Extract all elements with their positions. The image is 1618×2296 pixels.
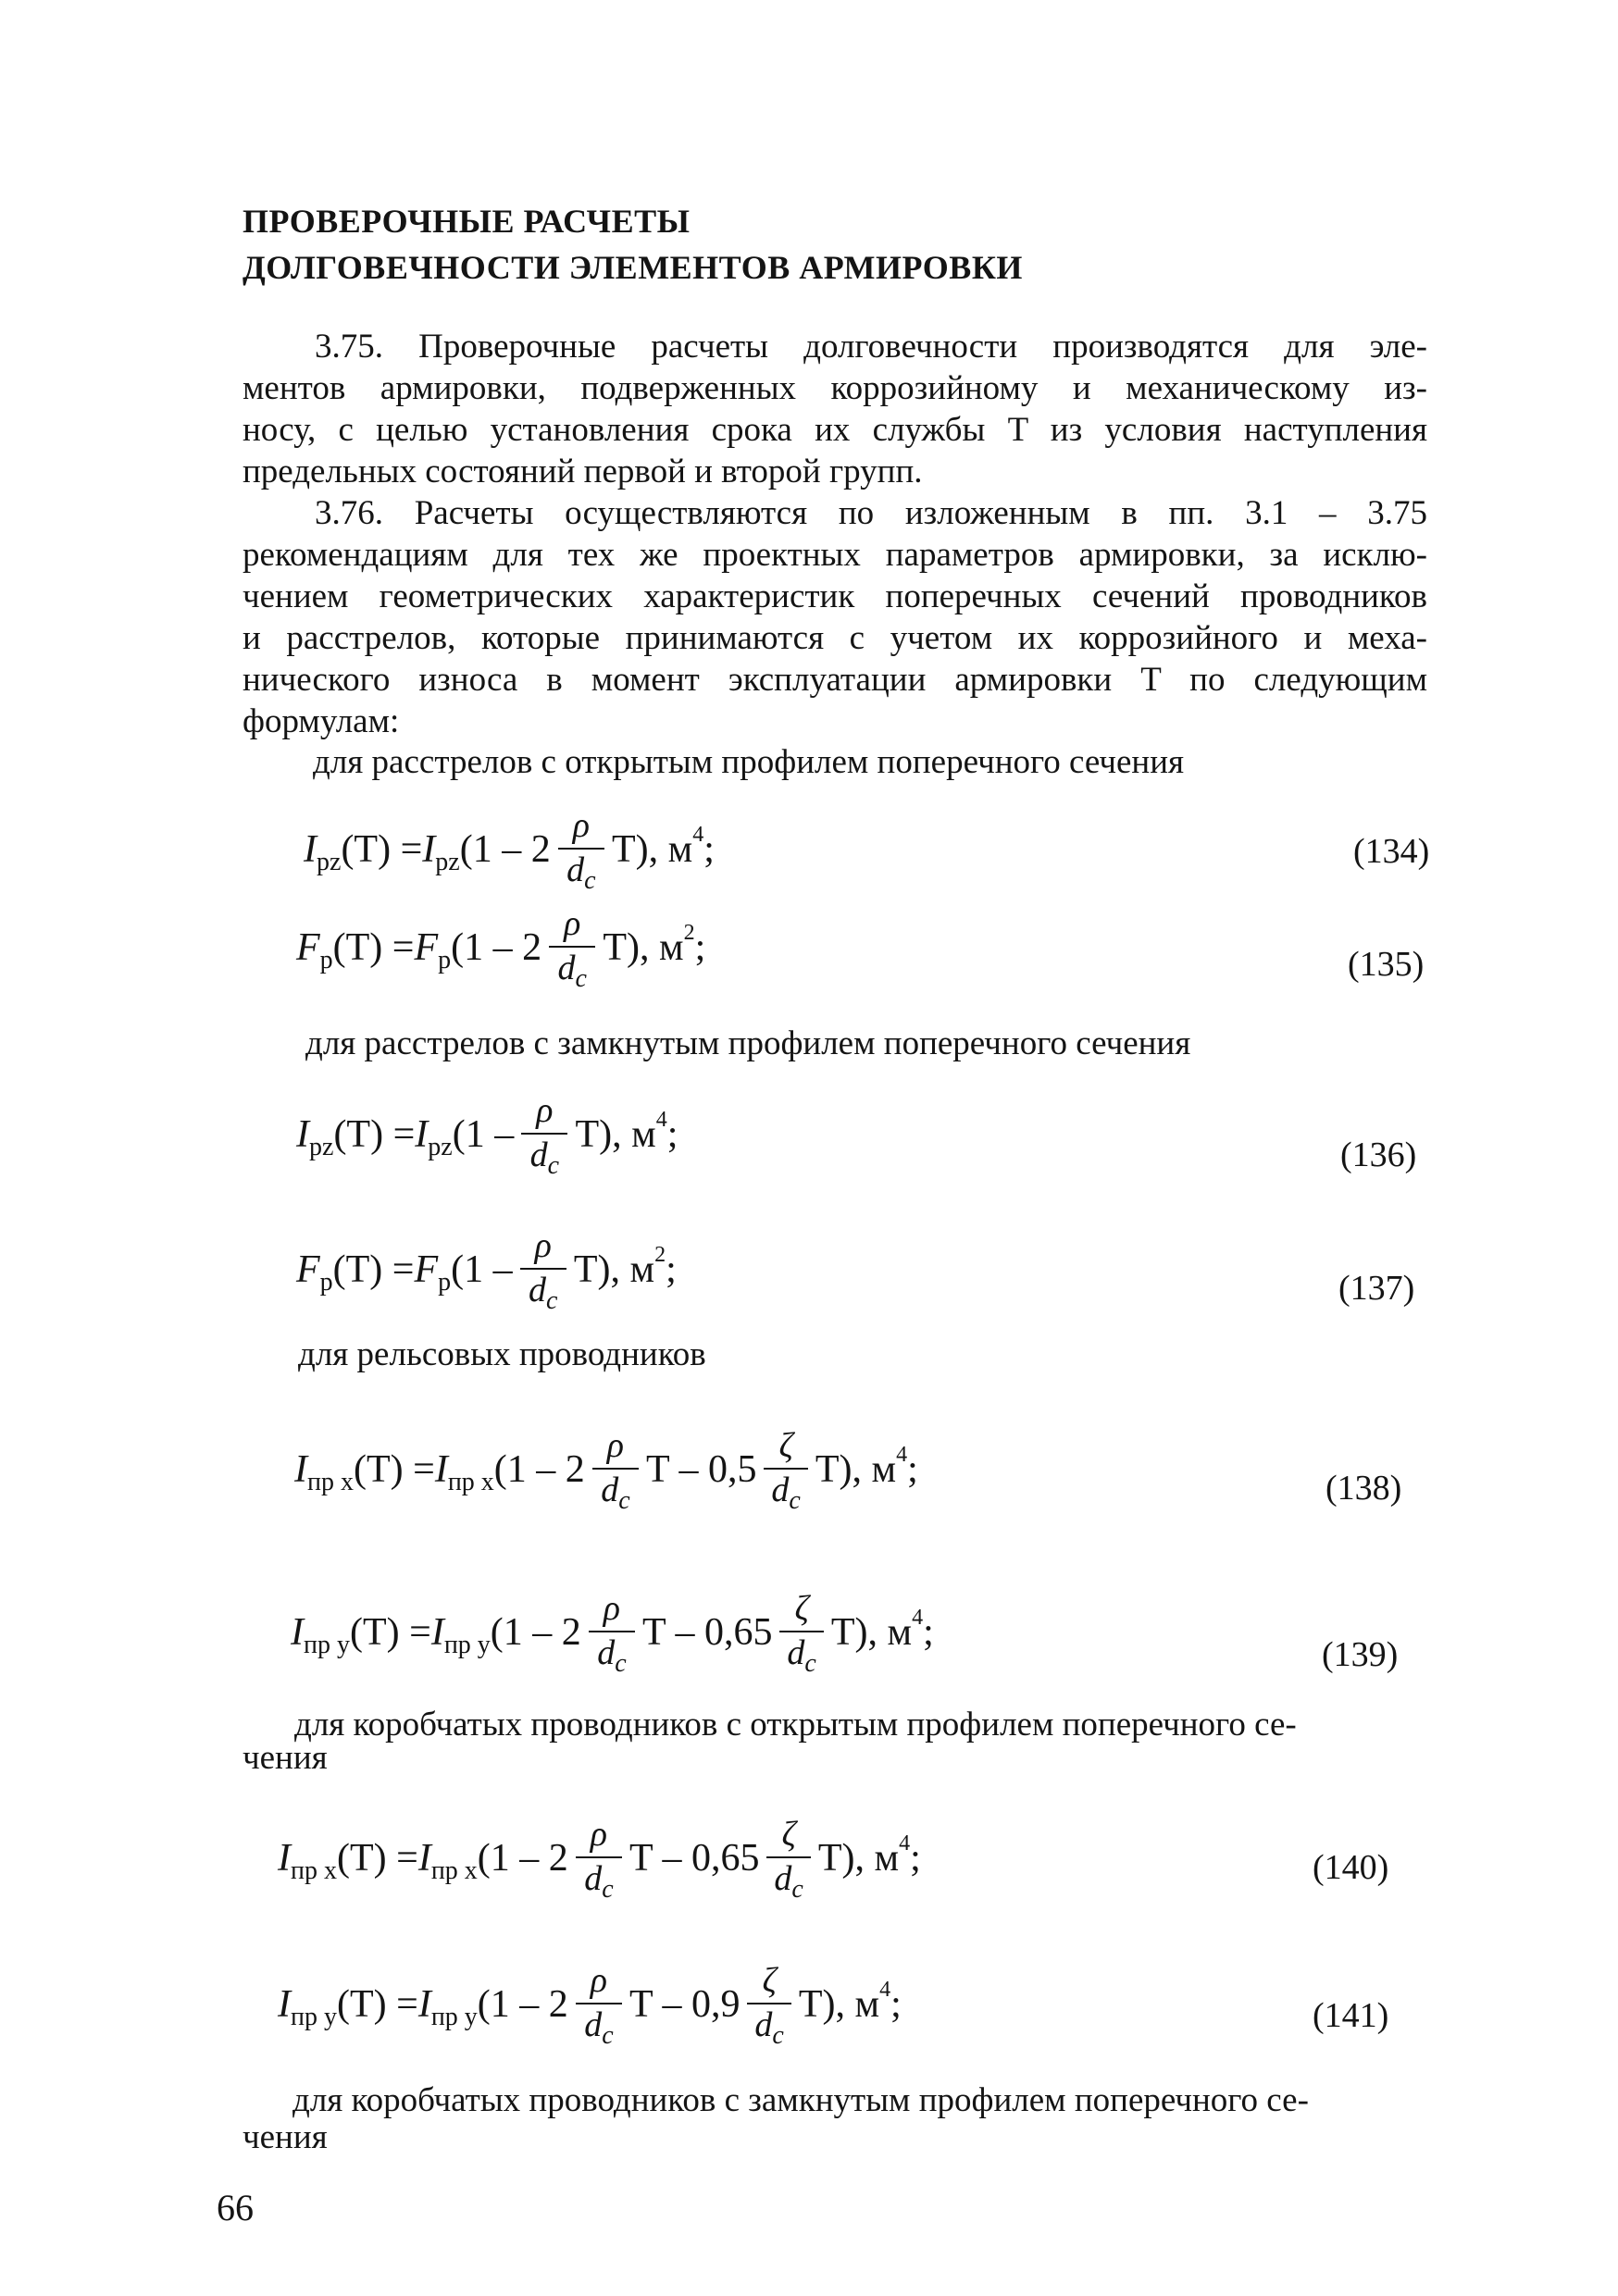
formula-end: ; — [703, 828, 715, 871]
formula-lhs-sub: пр x — [307, 1468, 354, 1496]
formula-exponent: 4 — [655, 1107, 667, 1132]
fraction-numerator: ζ — [766, 1814, 810, 1858]
formula-tail: T), м — [603, 926, 684, 969]
formula-rhs-var: I — [417, 1837, 431, 1880]
formula-lhs-sub: pz — [309, 1133, 334, 1161]
formula-exponent: 2 — [654, 1242, 666, 1267]
formula-tail: T), м — [575, 1113, 656, 1156]
formula-lhs-sub: pz — [317, 848, 342, 876]
formula-rhs-sub: pz — [428, 1133, 453, 1161]
fraction-numerator: ρ — [576, 1814, 622, 1858]
formula-exponent: 2 — [683, 920, 695, 945]
equation-number-135: (135) — [1348, 945, 1425, 984]
equation-number-136: (136) — [1340, 1136, 1417, 1174]
formula-lhs-var: I — [296, 1113, 309, 1156]
caption-box-open-line-1: для коробчатых проводников с открытым профилем поперечного се- — [294, 1706, 1297, 1744]
paragraph-3-75 — [243, 326, 1427, 492]
formula-rhs-sub: пр y — [430, 2003, 478, 2031]
fraction — [576, 1814, 622, 1903]
formula-tail: T), м — [798, 1983, 880, 2026]
formula-rhs-sub: p — [438, 946, 452, 974]
formula-end: ; — [890, 1983, 902, 2026]
section-heading-line-1: ПРОВЕРОЧНЫЕ РАСЧЕТЫ — [243, 203, 691, 240]
formula-tail: T), м — [817, 1837, 900, 1880]
fraction-numerator: ζ — [747, 1960, 790, 2004]
equation-number-140: (140) — [1313, 1848, 1389, 1887]
formula-rhs-var: I — [415, 1113, 429, 1156]
fraction — [558, 805, 604, 894]
caption-box-open-line-2: чения — [243, 1739, 328, 1777]
fraction — [764, 1425, 807, 1514]
formula-open: (1 – 2 — [451, 926, 542, 969]
formula-rhs-var: I — [422, 828, 436, 871]
formula-141 — [278, 1960, 902, 2049]
caption-box-closed-line-2: чения — [243, 2118, 328, 2156]
formula-tail: T), м — [830, 1611, 913, 1654]
equation-number-138: (138) — [1326, 1469, 1402, 1508]
paragraph-line: предельных состояний первой и второй групп. — [243, 453, 923, 490]
formula-rhs-sub: p — [438, 1268, 452, 1297]
formula-exponent: 4 — [912, 1605, 924, 1630]
formula-exponent: 4 — [896, 1442, 908, 1467]
formula-rhs-sub: пр y — [443, 1631, 491, 1659]
paragraph-line: носу, с целью установления срока их службы T из условия наступления — [243, 411, 1427, 449]
fraction-numerator: ρ — [592, 1425, 639, 1470]
fraction-numerator: ρ — [521, 1090, 567, 1135]
paragraph-line: ментов армировки, подверженных коррозийному и механическому из- — [243, 369, 1427, 407]
formula-left: (T) = — [336, 1837, 418, 1880]
fraction-denominator: $d_с$ — [529, 1136, 560, 1180]
fraction-numerator: ζ — [764, 1425, 807, 1470]
fraction-denominator: $d_с$ — [597, 1633, 627, 1678]
formula-lhs-sub: пр y — [291, 2003, 337, 2031]
formula-lhs-var: I — [291, 1611, 304, 1654]
fraction — [549, 903, 595, 992]
fraction-denominator: $d_с$ — [771, 1471, 801, 1515]
formula-left: (T) = — [349, 1611, 431, 1654]
formula-exponent: 4 — [879, 1977, 891, 2002]
formula-middle: T – 0,65 — [642, 1611, 773, 1654]
fraction-numerator: ρ — [558, 805, 604, 850]
fraction — [592, 1425, 639, 1514]
formula-left: (T) = — [341, 828, 423, 871]
formula-end: ; — [666, 1248, 677, 1291]
formula-rhs-var: F — [414, 1248, 439, 1291]
formula-lhs-var: F — [296, 1248, 320, 1291]
formula-136 — [296, 1090, 678, 1179]
fraction — [766, 1814, 810, 1903]
paragraph-line: рекомендациям для тех же проектных параметров армировки, за исклю- — [243, 536, 1427, 574]
fraction-denominator: $d_с$ — [584, 1859, 614, 1904]
formula-open: (1 – 2 — [477, 1983, 568, 2026]
formula-end: ; — [666, 1113, 678, 1156]
formula-left: (T) = — [332, 1248, 415, 1291]
formula-lhs-var: I — [294, 1448, 307, 1491]
fraction-denominator: $d_с$ — [557, 949, 587, 993]
formula-rhs-var: F — [414, 926, 439, 969]
formula-rhs-sub: pz — [435, 848, 460, 876]
fraction — [779, 1588, 823, 1677]
fraction-denominator: $d_с$ — [774, 1859, 803, 1904]
fraction — [747, 1960, 790, 2049]
formula-exponent: 4 — [899, 1831, 911, 1855]
caption-rail-guides: для рельсовых проводников — [298, 1335, 706, 1373]
formula-138 — [294, 1425, 918, 1514]
formula-end: ; — [910, 1837, 921, 1880]
formula-lhs-sub: p — [319, 1268, 333, 1297]
fraction-denominator: $d_с$ — [529, 1271, 558, 1315]
equation-number-137: (137) — [1338, 1269, 1415, 1308]
formula-left: (T) = — [336, 1983, 418, 2026]
fraction-numerator: ρ — [589, 1588, 635, 1632]
formula-tail: T), м — [611, 828, 693, 871]
formula-rhs-sub: пр x — [447, 1468, 494, 1496]
formula-lhs-var: I — [278, 1837, 291, 1880]
formula-rhs-var: I — [430, 1611, 444, 1654]
equation-number-134: (134) — [1353, 832, 1430, 871]
formula-140 — [278, 1814, 921, 1903]
caption-open-struts: для расстрелов с открытым профилем поперечного сечения — [313, 743, 1185, 781]
formula-left: (T) = — [332, 926, 415, 969]
formula-rhs-var: I — [417, 1983, 431, 2026]
formula-lhs-var: F — [296, 926, 320, 969]
paragraph-3-76 — [243, 492, 1427, 742]
formula-exponent: 4 — [692, 822, 704, 847]
formula-open: (1 – — [452, 1113, 515, 1156]
caption-closed-struts: для расстрелов с замкнутым профилем поперечного сечения — [305, 1024, 1191, 1062]
formula-lhs-sub: пр y — [304, 1631, 350, 1659]
formula-left: (T) = — [353, 1448, 435, 1491]
fraction — [576, 1960, 622, 2049]
fraction-numerator: ζ — [779, 1588, 823, 1632]
paragraph-line: и расстрелов, которые принимаются с учетом их коррозийного и меха- — [243, 619, 1427, 657]
fraction-denominator: $d_с$ — [566, 850, 596, 895]
formula-end: ; — [694, 926, 706, 969]
formula-middle: T – 0,65 — [629, 1837, 760, 1880]
formula-end: ; — [907, 1448, 918, 1491]
paragraph-line: чением геометрических характеристик поперечных сечений проводников — [243, 577, 1427, 615]
formula-lhs-var: I — [278, 1983, 291, 2026]
equation-number-141: (141) — [1313, 1996, 1389, 2035]
caption-box-closed-line-1: для коробчатых проводников с замкнутым профилем поперечного се- — [292, 2081, 1309, 2119]
equation-number-139: (139) — [1322, 1635, 1399, 1674]
formula-end: ; — [923, 1611, 934, 1654]
formula-open: (1 – 2 — [493, 1448, 585, 1491]
page-number: 66 — [217, 2187, 254, 2228]
formula-open: (1 – 2 — [490, 1611, 581, 1654]
paragraph-line: 3.76. Расчеты осуществляются по изложенным в пп. 3.1 – 3.75 — [315, 494, 1427, 532]
fraction-denominator: $d_с$ — [787, 1633, 816, 1678]
fraction — [521, 1090, 567, 1179]
fraction — [520, 1225, 566, 1314]
formula-rhs-var: I — [434, 1448, 448, 1491]
formula-134 — [304, 805, 715, 894]
fraction-denominator: $d_с$ — [754, 2005, 784, 2050]
fraction-numerator: ρ — [549, 903, 595, 948]
formula-137 — [296, 1225, 677, 1314]
formula-135 — [296, 903, 705, 992]
fraction — [589, 1588, 635, 1677]
section-heading-line-2: ДОЛГОВЕЧНОСТИ ЭЛЕМЕНТОВ АРМИРОВКИ — [243, 249, 1023, 286]
paragraph-line: 3.75. Проверочные расчеты долговечности производятся для эле- — [315, 328, 1427, 366]
paragraph-line: нического износа в момент эксплуатации армировки T по следующим — [243, 661, 1427, 699]
formula-middle: T – 0,5 — [646, 1448, 757, 1491]
fraction-numerator: ρ — [576, 1960, 622, 2004]
formula-open: (1 – 2 — [459, 828, 551, 871]
formula-139 — [291, 1588, 934, 1677]
paragraph-line: формулам: — [243, 702, 400, 740]
fraction-numerator: ρ — [520, 1225, 566, 1270]
formula-open: (1 – 2 — [477, 1837, 568, 1880]
formula-middle: T – 0,9 — [629, 1983, 741, 2026]
formula-lhs-sub: пр x — [291, 1856, 337, 1885]
formula-lhs-sub: p — [319, 946, 333, 974]
fraction-denominator: $d_с$ — [584, 2005, 614, 2050]
formula-tail: T), м — [573, 1248, 655, 1291]
formula-lhs-var: I — [304, 828, 317, 871]
formula-rhs-sub: пр x — [430, 1856, 478, 1885]
fraction-denominator: $d_с$ — [601, 1471, 630, 1515]
formula-open: (1 – — [451, 1248, 513, 1291]
formula-left: (T) = — [333, 1113, 416, 1156]
formula-tail: T), м — [815, 1448, 897, 1491]
